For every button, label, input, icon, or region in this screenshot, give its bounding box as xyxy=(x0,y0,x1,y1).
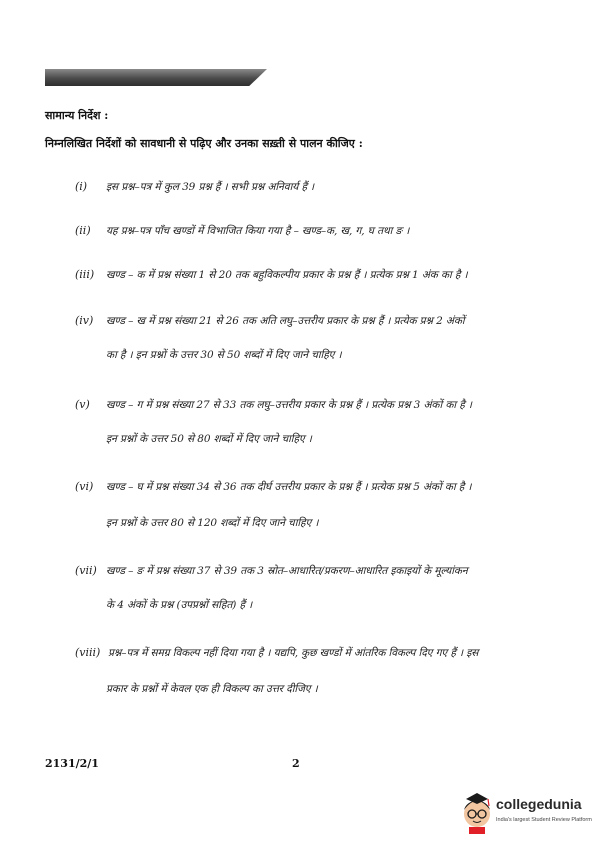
instruction-line: यह प्रश्न–पत्र पाँच खण्डों में विभाजित किया गया है – खण्ड–क, ख, ग, घ तथा ङ । xyxy=(106,225,410,237)
instruction-number: (viii) xyxy=(75,646,101,659)
student-mascot-icon xyxy=(460,790,494,834)
instruction-line: खण्ड – ख में प्रश्न संख्या 21 से 26 तक अति लघु–उत्तरीय प्रकार के प्रश्न हैं । प्रत्येक प्रश्न 2 अंकों xyxy=(106,315,465,327)
instruction-line: खण्ड – ङ में प्रश्न संख्या 37 से 39 तक 3 स्रोत–आधारित/प्रकरण–आधारित इकाइयों के मूल्यांकन xyxy=(106,565,468,577)
instruction-line: इस प्रश्न–पत्र में कुल 39 प्रश्न हैं । सभी प्रश्न अनिवार्य हैं । xyxy=(106,181,315,193)
brand-tagline: India's largest Student Review Platform xyxy=(496,817,592,823)
paper-code: 2131/2/1 xyxy=(45,757,99,770)
instruction-number: (i) xyxy=(75,180,88,193)
instruction-number: (vii) xyxy=(75,564,97,577)
instruction-line: खण्ड – घ में प्रश्न संख्या 34 से 36 तक दीर्घ उत्तरीय प्रकार के प्रश्न हैं । प्रत्येक प्रश्न 5 अंकों का है । xyxy=(106,481,472,493)
instruction-number: (v) xyxy=(75,398,90,411)
instruction-line: खण्ड – क में प्रश्न संख्या 1 से 20 तक बहुविकल्पीय प्रकार के प्रश्न हैं । प्रत्येक प्रश्न 1 अंक का है । xyxy=(106,269,468,281)
instruction-number: (ii) xyxy=(75,224,91,237)
instruction-number: (vi) xyxy=(75,480,94,493)
collegedunia-logo xyxy=(460,790,590,836)
instruction-line: के 4 अंकों के प्रश्न (उपप्रश्नों सहित) हैं । xyxy=(106,599,253,611)
instruction-number: (iii) xyxy=(75,268,95,281)
page-number: 2 xyxy=(292,757,300,770)
instruction-line: प्रकार के प्रश्नों में केवल एक ही विकल्प का उत्तर दीजिए । xyxy=(106,683,318,695)
instruction-line: इन प्रश्नों के उत्तर 80 से 120 शब्दों में दिए जाने चाहिए । xyxy=(106,517,319,529)
instruction-line: प्रश्न–पत्र में समग्र विकल्प नहीं दिया गया है । यद्यपि, कुछ खण्डों में आंतरिक विकल्प दिए गए हैं । इस xyxy=(108,647,479,659)
brand-name: collegedunia xyxy=(496,796,582,812)
instruction-number: (iv) xyxy=(75,314,94,327)
instruction-line: इन प्रश्नों के उत्तर 50 से 80 शब्दों में दिए जाने चाहिए । xyxy=(106,433,312,445)
header-decorative-bar xyxy=(45,69,267,86)
general-instructions-title: सामान्य निर्देश : xyxy=(45,109,109,122)
instruction-line: का है । इन प्रश्नों के उत्तर 30 से 50 शब्दों में दिए जाने चाहिए । xyxy=(106,349,342,361)
general-instructions-subtitle: निम्नलिखित निर्देशों को सावधानी से पढ़िए और उनका सख़्ती से पालन कीजिए : xyxy=(45,137,363,150)
instruction-line: खण्ड – ग में प्रश्न संख्या 27 से 33 तक लघु–उत्तरीय प्रकार के प्रश्न हैं । प्रत्येक प्रश्न 3 अंकों का है । xyxy=(106,399,472,411)
